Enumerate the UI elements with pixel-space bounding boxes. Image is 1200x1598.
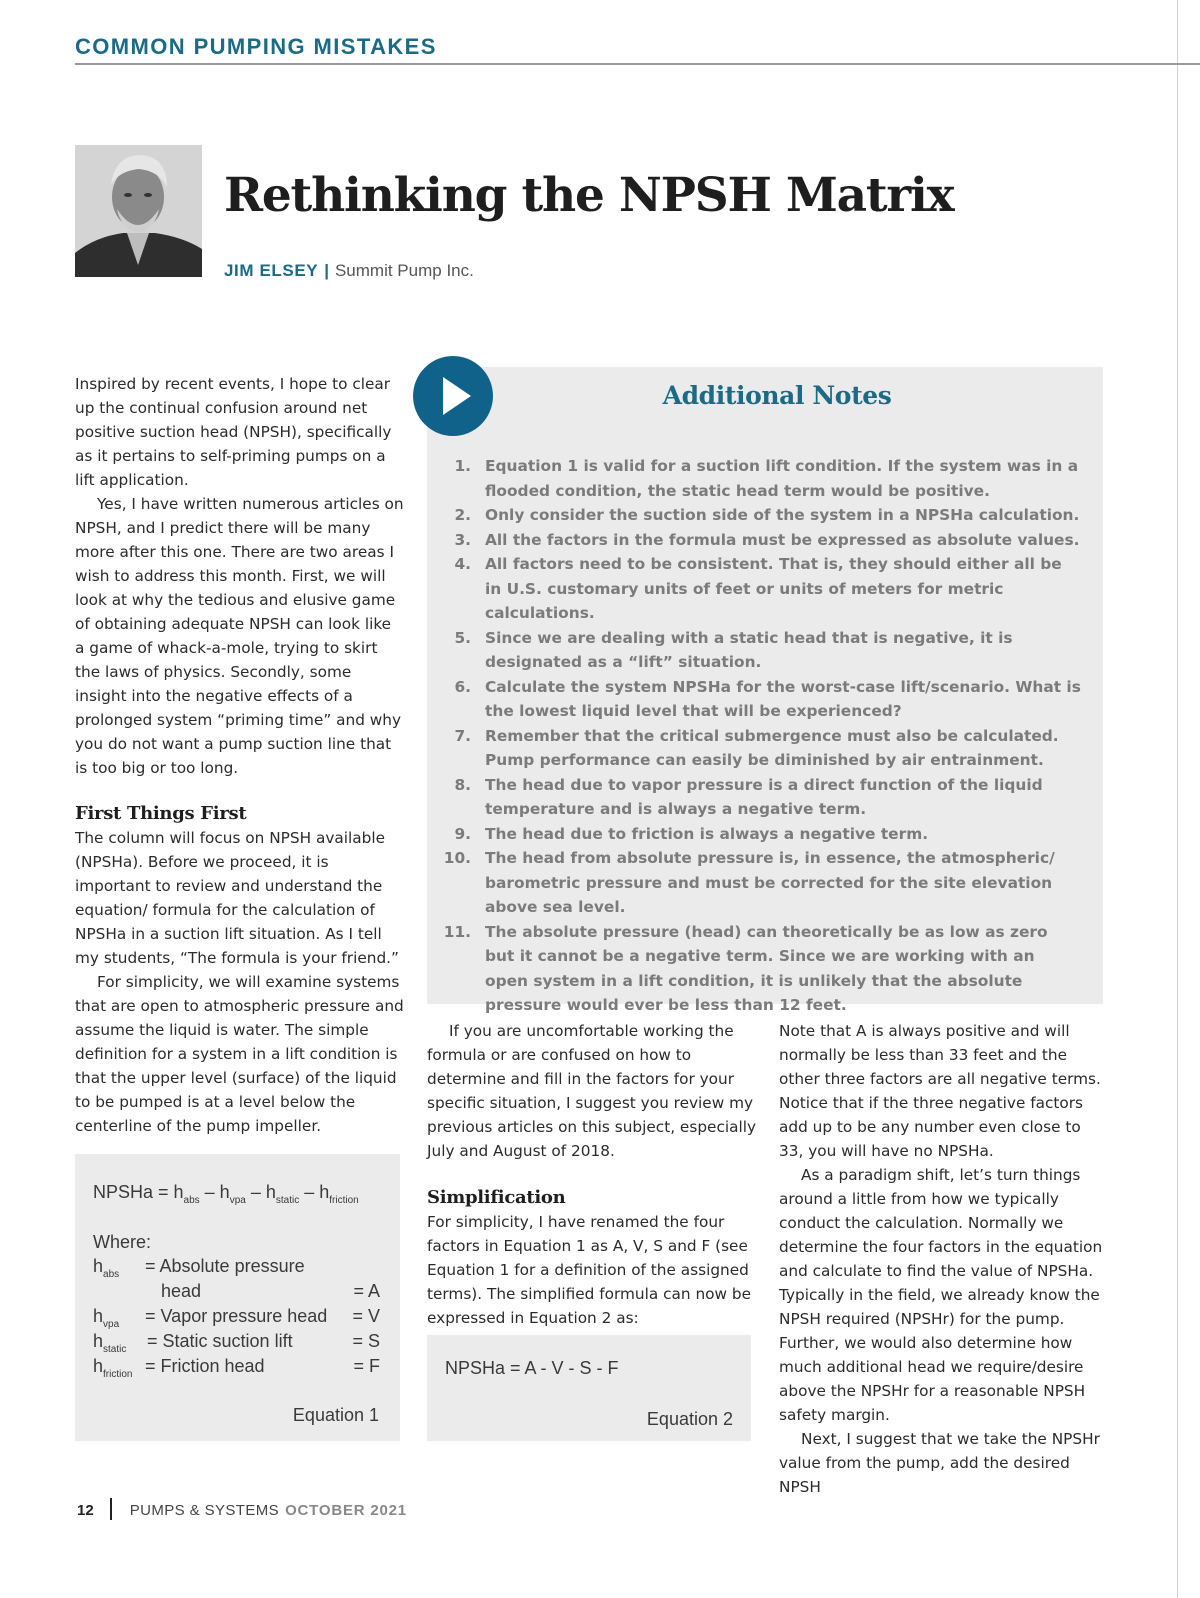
subhead-first-things-first: First Things First	[75, 803, 247, 824]
equation-1-formula: NPSHa = $h_{abs} - h_{vpa} - h_{static} - h_{friction}$	[93, 1182, 359, 1206]
magazine-name: PUMPS & SYSTEMS	[129, 1502, 280, 1519]
list-item: 3. All the factors in the formula must be expressed as absolute values.	[454, 530, 1080, 549]
symbol-h-abs: $h_{abs}$	[93, 1256, 120, 1280]
paragraph: As a paradigm shift, let’s turn things around a little from how we typically conduct the calculation. Normally we determine the four factors in the equation and calculate to find the value of NPSHa. Typically in the field, we already know the NPSH required (NPSHr) for the pump. Further, we would also determine how much additional head we require/desire above the NPSHr for a reasonable NPSH safety margin.	[779, 1166, 1103, 1424]
list-item: 10. The head from absolute pressure is, in essence, the atmospheric/ barometric pressure and must be corrected for the site elevation above sea level.	[443, 849, 1055, 916]
list-item: 6. Calculate the system NPSHa for the worst-case lift/scenario. What is the lowest liquid level that will be experienced?	[454, 677, 1081, 720]
definition-static-lift: = Static suction lift	[147, 1331, 293, 1351]
author-company: Summit Pump Inc.	[334, 261, 474, 280]
definition-friction-head: = Friction head	[145, 1356, 265, 1376]
header-rule	[75, 63, 1200, 65]
article-title: Rethinking the NPSH Matrix	[224, 168, 954, 223]
equation-2-formula: NPSHa = A - V - S - F	[445, 1358, 619, 1378]
page-edge	[1177, 0, 1178, 1598]
symbol-h-static: $h_{static}$	[93, 1331, 127, 1355]
column-2	[427, 1019, 757, 1330]
notes-title: Additional Notes	[662, 381, 892, 410]
subhead-simplification: Simplification	[427, 1187, 566, 1208]
list-item: 4. All factors need to be consistent. That is, they should either all be in U.S. customary units of feet or units of meters for metric calculations.	[454, 555, 1062, 622]
byline	[224, 261, 474, 281]
equation-2-box	[427, 1335, 751, 1441]
value-a: = A	[353, 1281, 380, 1301]
page-number: 12	[77, 1502, 94, 1519]
paragraph: Inspired by recent events, I hope to clear up the continual confusion around net positive suction head (NPSH), specifically as it pertains to self-priming pumps on a lift application.	[75, 375, 392, 489]
paragraph: The column will focus on NPSH available (NPSHa). Before we proceed, it is important to review and understand the equation/ formula for the calculation of NPSHa in a suction lift situation. As I tell my students, “The formula is your friend.”	[75, 829, 399, 967]
definition-absolute-pressure-cont: head	[161, 1281, 202, 1301]
equation-1-box	[75, 1154, 400, 1441]
play-button[interactable]	[413, 356, 493, 436]
list-item: 5. Since we are dealing with a static head that is negative, it is designated as a “lift” situation.	[454, 628, 1013, 671]
author-photo	[75, 145, 202, 277]
equation-where-label: Where:	[93, 1232, 152, 1252]
additional-notes-box	[427, 367, 1103, 1014]
value-f: = F	[353, 1356, 380, 1376]
list-item: 1. Equation 1 is valid for a suction lift condition. If the system was in a flooded condition, the static head term would be positive.	[454, 457, 1079, 500]
definition-vapor-pressure: = Vapor pressure head	[145, 1306, 328, 1326]
value-s: = S	[352, 1331, 380, 1351]
section-label: COMMON PUMPING MISTAKES	[75, 34, 437, 59]
symbol-h-friction: $h_{friction}$	[93, 1356, 133, 1380]
author-name: JIM ELSEY	[224, 261, 319, 280]
issue-date: OCTOBER 2021	[285, 1502, 407, 1519]
column-3	[779, 1019, 1109, 1499]
paragraph: For simplicity, I have renamed the four factors in Equation 1 as A, V, S and F (see Equation 1 for a definition of the assigned terms). The simplified formula can now be expressed in Equation 2 as:	[427, 1213, 751, 1327]
footer-divider	[110, 1498, 112, 1520]
paragraph: For simplicity, we will examine systems that are open to atmospheric pressure and assume the liquid is water. The simple definition for a system in a lift condition is that the upper level (surface) of the liquid to be pumped is at a level below the centerline of the pump impeller.	[75, 973, 404, 1135]
list-item: 11. The absolute pressure (head) can theoretically be as low as zero but it cannot be a negative term. Since we are working with an open system in a lift condition, it is unlikely that the absolute pressure would ever be less than 12 feet.	[443, 922, 1048, 1014]
byline-separator: |	[324, 261, 329, 280]
author-portrait-icon	[75, 145, 202, 277]
paragraph: Next, I suggest that we take the NPSHr value from the pump, add the desired NPSH	[779, 1430, 1100, 1496]
list-item: 7. Remember that the critical submergence must also be calculated. Pump performance can easily be diminished by air entrainment.	[454, 726, 1059, 769]
equation-1-label: Equation 1	[292, 1405, 379, 1425]
column-1	[75, 372, 405, 1138]
paragraph: Yes, I have written numerous articles on NPSH, and I predict there will be many more after this one. There are two areas I wish to address this month. First, we will look at why the tedious and elusive game of obtaining adequate NPSH can look like a game of whack-a-mole, trying to skirt the laws of physics. Secondly, some insight into the negative effects of a prolonged system “priming time” and why you do not want a pump suction line that is too big or too long.	[75, 495, 404, 777]
equation-2-label: Equation 2	[646, 1409, 733, 1429]
symbol-h-vpa: $h_{vpa}$	[93, 1306, 120, 1330]
value-v: = V	[352, 1306, 380, 1326]
page-footer	[77, 1498, 407, 1520]
notes-list	[427, 454, 1103, 1018]
paragraph: If you are uncomfortable working the formula or are confused on how to determine and fill in the factors for your specific situation, I suggest you review my previous articles on this subject, especially July and August of 2018.	[427, 1022, 757, 1160]
list-item: 8. The head due to vapor pressure is a direct function of the liquid temperature and is always a negative term.	[454, 775, 1043, 818]
list-item: 9. The head due to friction is always a negative term.	[454, 824, 929, 843]
play-icon	[413, 356, 493, 436]
list-item: 2. Only consider the suction side of the system in a NPSHa calculation.	[454, 506, 1080, 524]
paragraph: Note that A is always positive and will normally be less than 33 feet and the other three factors are all negative terms. Notice that if the three negative factors add up to be any number even close to 33, you will have no NPSHa.	[779, 1022, 1101, 1160]
definition-absolute-pressure: = Absolute pressure	[145, 1256, 305, 1276]
